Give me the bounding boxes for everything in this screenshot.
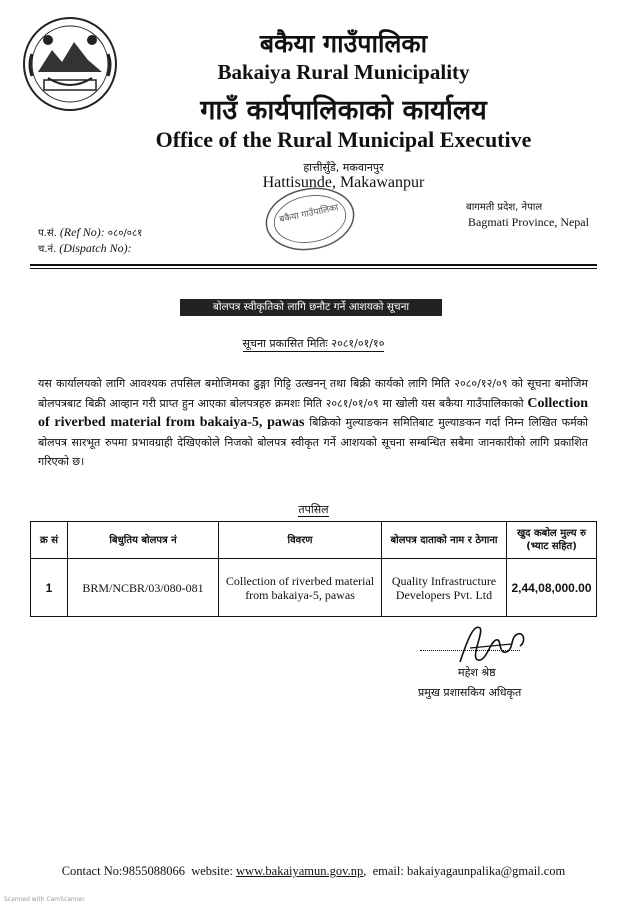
- schedule-label: [0, 502, 627, 517]
- bid-table: [30, 521, 597, 617]
- address-np: हात्तीसुँडे, मकवानपुर: [303, 161, 384, 174]
- notice-body: [38, 374, 588, 472]
- header-description: विवरण: [219, 522, 382, 559]
- row-sn: 1: [31, 559, 68, 617]
- header-amount: खुद कबोल मुल्य रु (भ्याट सहित): [507, 522, 597, 559]
- ref-value: ०८०/०८१: [107, 228, 143, 239]
- office-stamp-text: बकैया गाउँपालिका: [278, 202, 340, 226]
- footer-contact: Contact No:9855088066 website: www.bakaiyamun.gov.np, email: bakaiyagaunpalika@gmail.com: [61, 864, 566, 878]
- published-date-text: सूचना प्रकासित मितिः २०८१/०१/१०: [242, 337, 385, 350]
- row-bid-no: BRM/NCBR/03/080-081: [68, 559, 219, 617]
- dispatch-label-np: च.नं.: [38, 244, 57, 255]
- ref-label-en: (Ref No):: [59, 225, 105, 239]
- table-row: [31, 559, 597, 617]
- row-description: Collection of riverbed material from bakaiya-5, pawas: [219, 559, 382, 617]
- header-divider-thin: [30, 268, 597, 269]
- office-stamp: [262, 186, 358, 252]
- footer-phone: Contact No:9855088066: [61, 864, 185, 878]
- notice-body-project: Collection of riverbed material from bakaiya-5, pawas: [38, 395, 588, 430]
- header-divider: [30, 264, 597, 266]
- footer-email: bakaiyagaunpalika@gmail.com: [406, 864, 566, 878]
- dispatch-label-en: (Dispatch No):: [59, 241, 132, 255]
- scanner-watermark: Scanned with CamScanner: [4, 896, 85, 903]
- province-en: Bagmati Province, Nepal: [468, 215, 589, 229]
- row-amount: 2,44,08,000.00: [507, 559, 597, 617]
- published-date: [0, 336, 627, 351]
- office-name-en: Office of the Rural Municipal Executive: [155, 127, 532, 152]
- municipality-name-np: बकैया गाउँपालिका: [259, 29, 428, 58]
- signatory-name: महेश श्रेष्ठ: [458, 666, 496, 679]
- footer-email-label: email:: [372, 864, 404, 878]
- notice-body-part1: यस कार्यालयको लागि आवश्यक तपसिल बमोजिमका ढुङ्गा गिट्टि उत्खनन् तथा बिक्री कार्यको लागि मिति २०८०/१२/०९ को सूचना बमोजिम बोलपत्रबाट बिक्री आव्हान गरी प्राप्त हुन आएका बोलपत्रहरु क्रमशः मिति २०८१/०१/०९ मा खोली यस बकैया गाउँपालिकाको: [38, 377, 588, 410]
- dispatch-number: [38, 241, 132, 256]
- footer-website-link[interactable]: www.bakaiyamun.gov.np: [236, 864, 364, 878]
- office-name-np: गाउँ कार्यपालिकाको कार्यालय: [200, 95, 487, 126]
- ref-label-np: प.सं.: [38, 228, 57, 239]
- province-np: बागमती प्रदेश, नेपाल: [466, 202, 543, 213]
- header-bidder: बोलपत्र दाताको नाम र ठेगाना: [382, 522, 507, 559]
- notice-heading: बोलपत्र स्वीकृतिको लागि छनौट गर्ने आशयको सूचना: [180, 299, 442, 316]
- municipality-name-en: Bakaiya Rural Municipality: [217, 60, 470, 84]
- address-en: Hattisunde, Makawanpur: [262, 174, 425, 191]
- header-bid-no: बिधुतिय बोलपत्र नं: [68, 522, 219, 559]
- ref-number: [38, 225, 142, 240]
- signature-mark: [440, 618, 530, 670]
- row-bidder: Quality Infrastructure Developers Pvt. Ltd: [382, 559, 507, 617]
- schedule-label-text: तपसिल: [298, 503, 329, 516]
- signature-line: [420, 650, 520, 651]
- notice-body-part2: बिक्रिको मुल्याङकन समितिबाट मुल्याङकन गर्दा निम्न लिखित फर्मको बोलपत्र सारभूत रुपमा प्रभावग्राही देखिएकोले निजको बोलपत्र स्वीकृत गर्ने आशयको सूचना सम्बन्धित सबैमा जानकारीको लागि प्रकाशित गरिएको छ।: [38, 416, 588, 468]
- footer-website-label: website:: [191, 864, 233, 878]
- header-sn: क्र सं: [31, 522, 68, 559]
- bid-table-header: [31, 522, 597, 559]
- signatory-title: प्रमुख प्रशासकिय अधिकृत: [418, 686, 522, 699]
